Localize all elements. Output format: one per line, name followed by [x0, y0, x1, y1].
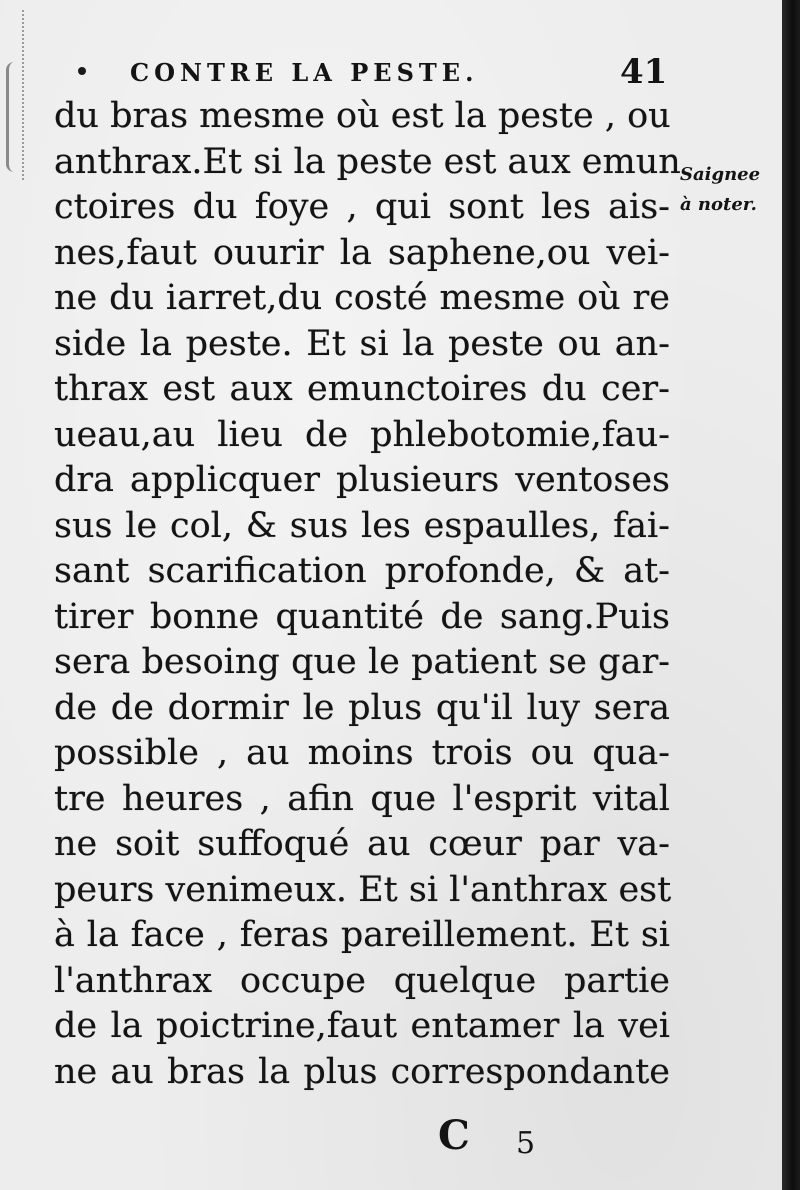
text-line: sant scarification profonde, & at- — [54, 551, 670, 591]
page-edge-shadow — [782, 0, 800, 1190]
running-head — [78, 52, 668, 92]
text-line: ne au bras la plus correspondante — [54, 1051, 670, 1092]
margin-note — [680, 160, 780, 220]
signature-mark — [438, 1112, 558, 1162]
text-line: ne du iarret,du costé mesme où re — [54, 278, 670, 318]
signature-number: 5 — [516, 1126, 536, 1161]
margin-note-line-2: à noter. — [680, 194, 757, 215]
margin-note-line-1: Saignee — [680, 164, 761, 185]
text-line: de de dormir le plus qu'il luy sera — [54, 687, 670, 728]
text-line: du bras mesme où est la peste , ou — [54, 96, 671, 136]
text-line: ueau,au lieu de phlebotomie,fau- — [54, 414, 670, 455]
text-line: side la peste. Et si la peste ou an- — [54, 323, 670, 364]
body-text — [54, 94, 681, 1095]
text-line: à la face , feras pareillement. Et si — [54, 915, 670, 955]
text-line: l'anthrax occupe quelque partie — [54, 960, 670, 1001]
text-line: tirer bonne quantité de sang.Puis — [54, 596, 670, 637]
bullet-icon — [78, 67, 86, 75]
page-number: 41 — [620, 52, 668, 92]
binding-bracket — [6, 62, 21, 172]
signature-letter: C — [438, 1112, 470, 1159]
text-line: possible , au moins trois ou qua- — [54, 733, 670, 773]
text-line: anthrax.Et si la peste est aux emun — [54, 141, 681, 182]
text-line: ne soit suffoqué au cœur par va- — [54, 824, 670, 864]
running-head-title: CONTRE LA PESTE. — [130, 58, 479, 87]
text-line: thrax est aux emunctoires du cer- — [54, 369, 670, 409]
text-line: nes,faut ouurir la saphene,ou vei- — [54, 232, 670, 273]
text-line: sera besoing que le patient se gar- — [54, 642, 670, 682]
text-line: peurs venimeux. Et si l'anthrax est — [54, 869, 672, 910]
text-line: tre heures , afin que l'esprit vital — [54, 778, 670, 819]
text-line: ctoires du foye , qui sont les ais- — [54, 187, 670, 227]
text-line: sus le col, & sus les espaulles, fai- — [54, 505, 670, 546]
text-line: de la poictrine,faut entamer la vei — [54, 1006, 670, 1046]
text-line: dra applicquer plusieurs ventoses — [54, 460, 670, 500]
